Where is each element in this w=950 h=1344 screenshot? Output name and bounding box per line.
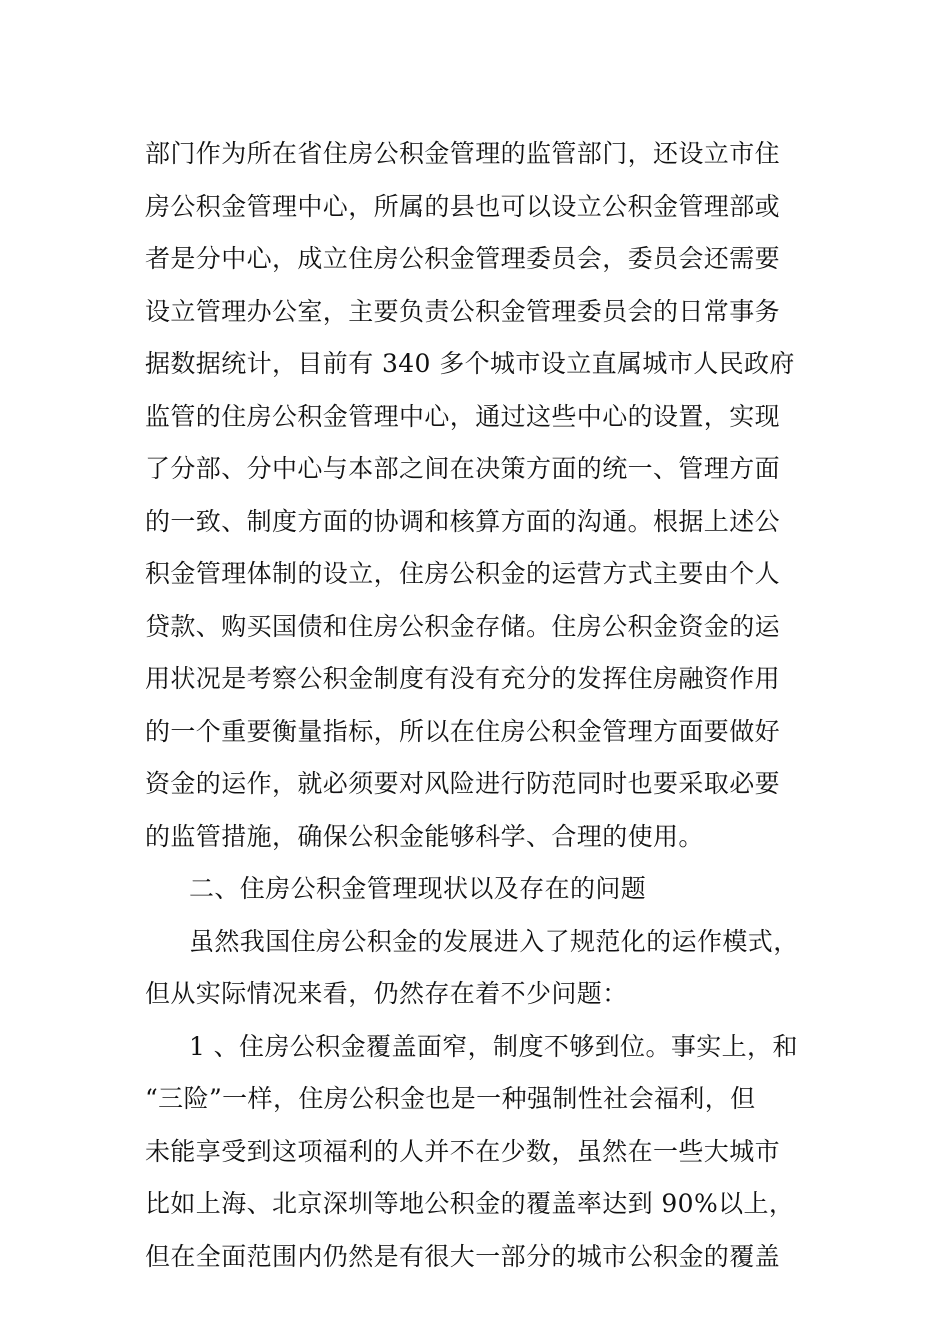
- text-line: 资金的运作，就必须要对风险进行防范同时也要采取必要: [145, 769, 781, 798]
- text-line: 了分部、分中心与本部之间在决策方面的统一、管理方面: [145, 454, 781, 483]
- body-text: [145, 128, 810, 1283]
- text-line: 的一致、制度方面的协调和核算方面的沟通。根据上述公: [145, 506, 781, 536]
- text-line: 房公积金管理中心，所属的县也可以设立公积金管理部或: [145, 191, 781, 221]
- text-line: 用状况是考察公积金制度有没有充分的发挥住房融资作用: [145, 664, 781, 693]
- text-line: 监管的住房公积金管理中心，通过这些中心的设置，实现: [145, 401, 781, 431]
- text-line: 设立管理办公室，主要负责公积金管理委员会的日常事务: [145, 296, 781, 326]
- text-line: 贷款、购买国债和住房公积金存储。住房公积金资金的运: [145, 611, 781, 641]
- text-line: 但从实际情况来看，仍然存在着不少问题：: [145, 979, 628, 1008]
- text-line: 比如上海、北京深圳等地公积金的覆盖率达到 90%以上，: [145, 1189, 795, 1218]
- paragraph-start-line: 虽然我国住房公积金的发展进入了规范化的运作模式，: [189, 926, 799, 956]
- list-item-start-line: 1 、住房公积金覆盖面窄，制度不够到位。事实上，和: [189, 1031, 798, 1061]
- text-line: 者是分中心，成立住房公积金管理委员会，委员会还需要: [145, 244, 781, 273]
- text-line: 据数据统计，目前有 340 多个城市设立直属城市人民政府: [145, 349, 795, 378]
- text-line: 的监管措施，确保公积金能够科学、合理的使用。: [145, 821, 704, 851]
- text-line: 的一个重要衡量指标，所以在住房公积金管理方面要做好: [145, 716, 781, 746]
- text-line: 部门作为所在省住房公积金管理的监管部门，还设立市住: [145, 139, 781, 168]
- section-heading: 二、住房公积金管理现状以及存在的问题: [189, 874, 647, 903]
- text-line: 但在全面范围内仍然是有很大一部分的城市公积金的覆盖: [145, 1241, 781, 1271]
- text-line: “三险”一样，住房公积金也是一种强制性社会福利，但: [145, 1084, 756, 1113]
- text-line: 积金管理体制的设立，住房公积金的运营方式主要由个人: [145, 559, 781, 588]
- text-line: 未能享受到这项福利的人并不在少数，虽然在一些大城市: [145, 1136, 781, 1166]
